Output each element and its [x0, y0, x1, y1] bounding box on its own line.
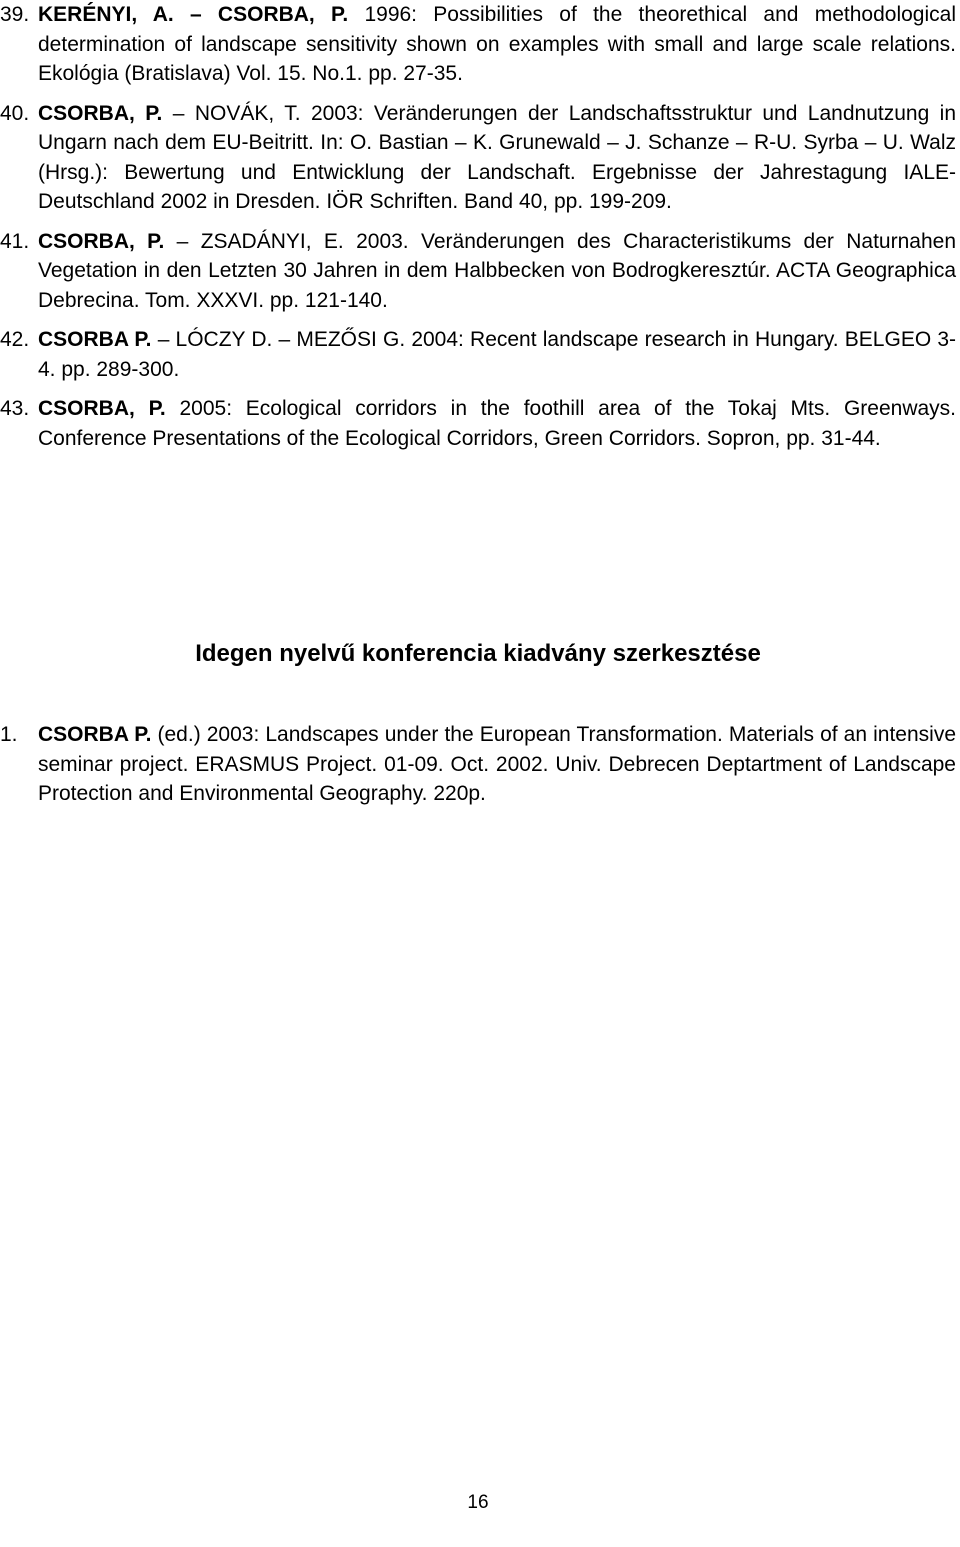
reference-text: – ZSADÁNYI, E. 2003. Veränderungen des Characteristikums der Naturnahen Vegetation in den Letzten 30 Jahren in dem Halbbecken von Bodrogkeresztúr. ACTA Geographica Debrecina. Tom. XXXVI. pp. 121-140.	[38, 229, 957, 312]
edited-publication-list	[0, 720, 956, 809]
edited-publication-item	[0, 720, 956, 809]
reference-item	[0, 0, 956, 89]
reference-text: – NOVÁK, T. 2003: Veränderungen der Landschaftsstruktur und Landnutzung in Ungarn nach dem EU-Beitritt. In: O. Bastian – K. Grunewald – J. Schanze – R-U. Syrba – U. Walz (Hrsg.): Bewertung und Entwicklung der Landschaft. Ergebnisse der Jahrestagung IALE-Deutschland 2002 in Dresden. IÖR Schriften. Band 40, pp. 199-209.	[38, 101, 956, 213]
reference-authors: CSORBA P.	[38, 328, 152, 351]
reference-number: 40.	[0, 101, 30, 125]
page-number: 16	[467, 1492, 489, 1513]
reference-authors: CSORBA P.	[38, 723, 152, 746]
reference-text: (ed.) 2003: Landscapes under the European Transformation. Materials of an intensive seminar project. ERASMUS Project. 01-09. Oct. 2002. Univ. Debrecen Deptartment of Landscape Protection and Environmental Geography. 220p.	[38, 723, 956, 805]
reference-item	[0, 99, 956, 217]
reference-number: 42.	[0, 328, 30, 351]
reference-item	[0, 394, 956, 453]
reference-authors: CSORBA, P.	[38, 397, 166, 420]
reference-list	[0, 0, 956, 463]
reference-text: 1996: Possibilities of the theorethical and methodological determination of landscape sensitivity shown on examples with small and large scale relations. Ekológia (Bratislava) Vol. 15. No.1. pp. 27-35.	[38, 3, 956, 85]
reference-number: 41.	[0, 229, 30, 253]
reference-authors: KERÉNYI, A. – CSORBA, P.	[38, 3, 349, 26]
section-heading: Idegen nyelvű konferencia kiadvány szerkesztése	[195, 640, 761, 667]
reference-authors: CSORBA, P.	[38, 101, 163, 125]
reference-text: – LÓCZY D. – MEZŐSI G. 2004: Recent landscape research in Hungary. BELGEO 3-4. pp. 289-300.	[38, 328, 956, 381]
reference-authors: CSORBA, P.	[38, 229, 165, 253]
reference-number: 43.	[0, 397, 30, 420]
reference-number: 1.	[0, 723, 18, 746]
reference-item	[0, 227, 956, 316]
reference-number: 39.	[0, 3, 30, 26]
reference-text: 2005: Ecological corridors in the foothill area of the Tokaj Mts. Greenways. Conference Presentations of the Ecological Corridors, Green Corridors. Sopron, pp. 31-44.	[38, 397, 957, 450]
reference-item	[0, 325, 956, 384]
